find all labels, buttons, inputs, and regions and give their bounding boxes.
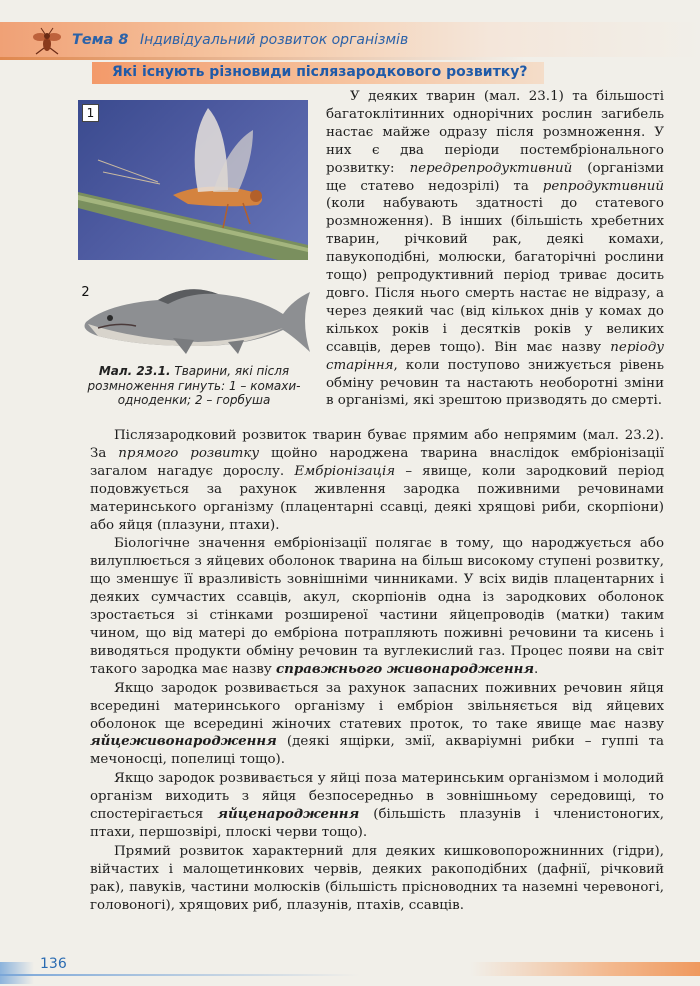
header-underline: [0, 57, 700, 60]
text-span: (коли набувають здатності до статевого розмноження). В інших (більшість хребетних тварин, річковий рак, деякі комахи, павукоподібні, молюски, багаторічні рослини тощо) репродуктивний період триває досить довго. Після нього смерть настає не відразу, а через деякий час (від кількох днів у комах до кількох років і десятків років у великих ссавців, дерев тощо). Він має назву: [326, 196, 664, 355]
text-span: (деякі ящірки, змії, акваріумні рибки – гуппі та мечоносці, попелиці тощо).: [90, 734, 664, 768]
paragraph-5: [90, 770, 664, 842]
term-aging-period: періоду старіння: [326, 339, 664, 373]
paragraph-6: Прямий розвиток характерний для деяких кишковопорожнинних (гідри), війчастих і малощетинкових червів, деяких ракоподібних (дафнії, річковий рак), павуків, частини молюсків (більшість прісноводних та наземні черевоногі, головоногі), хрящових риб, плазунів, птахів, ссавців.: [90, 843, 664, 913]
footer-right-band: [470, 962, 700, 976]
figure-label-1: 1: [82, 104, 99, 122]
humpback-salmon-illustration: [78, 280, 310, 358]
main-body-text: [90, 427, 664, 914]
page-number: 136: [40, 956, 67, 972]
text-span: , коли поступово знижується рівень обміну речовин та настають необоротні зміни в організмі, які зрештою призводять до смерті.: [326, 357, 664, 409]
text-span: – явище, коли зародковий період подовжується за рахунок живлення зародка поживними речовинами материнського організму (плацентарні ссавці, деякі хрящові риби, скорпіони) або яйця (плазуни, птахи).: [90, 463, 664, 533]
mayfly-icon: [30, 26, 64, 56]
text-span: щойно народжена тварина внаслідок ембріонізації загалом нагадує дорослу.: [90, 445, 664, 479]
mayfly-illustration: [78, 100, 308, 260]
term-embryonization: Ембріонізація: [294, 463, 396, 479]
topic-name: Індивідуальний розвиток організмів: [140, 32, 409, 48]
paragraph-4: [90, 680, 664, 770]
text-span: (більшість плазунів і членистоногих, птахи, першозвірі, плоскі черви тощо).: [90, 807, 664, 840]
mayfly-photo: [78, 100, 308, 260]
text-span: (організми ще статево недозрілі) та: [326, 160, 664, 194]
term-reproductive: репродуктивний: [542, 178, 664, 194]
topic-label: Тема 8: [72, 32, 129, 48]
text-span: Біологічне значення ембріонізації полягає в тому, що народжується або вилуплюється з яйцевих оболонок тварина на більш високому ступені розвитку, що зменшує її вразливість зовнішніми чинниками. У всіх видів плацентарних і деяких сумчастих ссавців, акул, скорпіонів одна із зародкових оболонок зростається зі стінками розширеної частини яйцепроводів (матки) таким чином, що від матері до ембріона потрапляють поживні речовини та кисень і виводяться продукти обміну речовин та вуглекислий газ. Процес появи на світ такого зародка має назву: [90, 536, 664, 677]
term-ovoviviparity: яйцеживонародження: [90, 733, 277, 750]
text-span: Післязародковий розвиток тварин буває прямим або непрямим (мал. 23.2). За: [90, 428, 664, 461]
text-span: Якщо зародок розвивається за рахунок запасних поживних речовин яйця всередині материнського організму і ембріон звільняється від яйцевих оболонок ще всередині жіночих статевих проток, то таке явище має назву: [90, 680, 664, 732]
caption-number: Мал. 23.1.: [98, 364, 171, 378]
text-span: .: [534, 661, 539, 677]
paragraph-2: [90, 427, 664, 534]
section-question: Які існують різновиди післязародкового розвитку?: [112, 64, 528, 80]
term-true-viviparity: справжнього живонародження: [275, 660, 535, 677]
text-span: У деяких тварин (мал. 23.1) та більшості багатоклітинних однорічних рослин загибель настає майже одразу після розмноження. У них є два періоди постембріонального розвитку:: [326, 89, 664, 176]
caption-text: Тварини, які після розмноження гинуть: 1 – комахи-одноденки; 2 – горбуша: [87, 364, 301, 407]
paragraph-3: [90, 535, 664, 678]
figure-caption: [78, 364, 310, 408]
figure-label-2: 2: [81, 285, 90, 300]
footer-line: [0, 974, 360, 976]
paragraph-1: [326, 88, 664, 410]
text-span: Якщо зародок розвивається у яйці поза материнським організмом і молодий організм виходить з яйця безпосередньо в зовнішньому середовищі, то спостерігається: [90, 771, 664, 823]
term-prereproductive: передрепродуктивний: [409, 160, 573, 176]
term-oviparity: яйценародження: [217, 806, 360, 823]
footer-left-band: [0, 962, 34, 984]
term-direct-development: прямого розвитку: [118, 445, 260, 461]
side-column-text: [326, 88, 664, 410]
